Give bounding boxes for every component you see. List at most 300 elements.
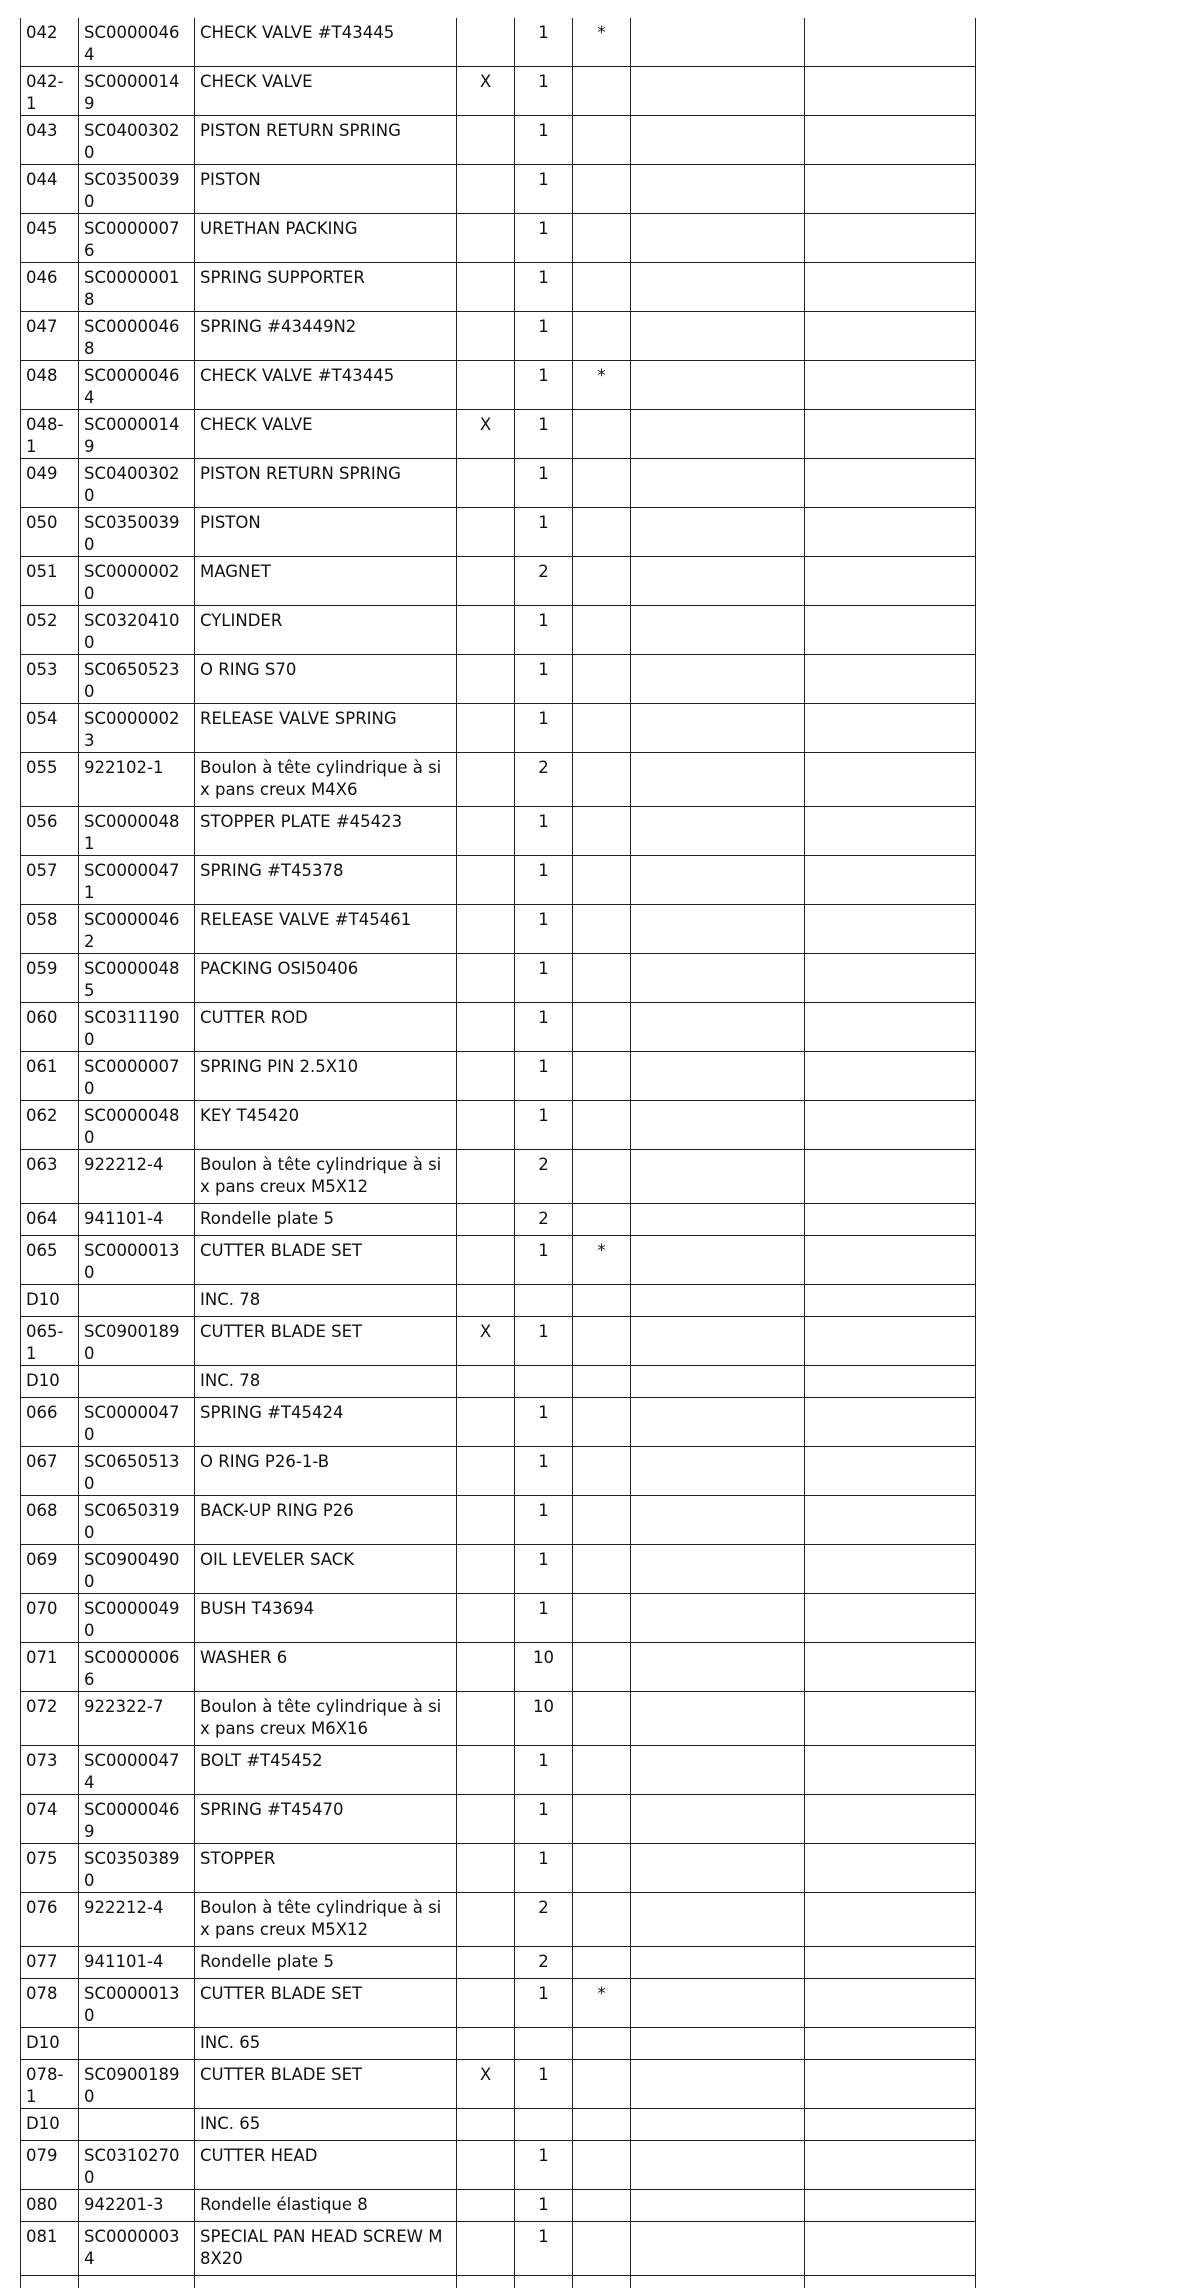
table-row	[21, 1236, 976, 1285]
empty-cell	[805, 410, 976, 459]
asterisk-note-cell	[573, 1746, 631, 1795]
reference-mark-cell	[457, 905, 515, 954]
quantity-cell: 1	[515, 2141, 573, 2190]
empty-cell	[631, 67, 805, 116]
reference-mark-cell	[457, 1003, 515, 1052]
quantity-cell: 1	[515, 905, 573, 954]
description-cell: CUTTER ROD	[195, 1003, 457, 1052]
asterisk-note-cell	[573, 2141, 631, 2190]
quantity-cell: 10	[515, 1643, 573, 1692]
table-row	[21, 2141, 976, 2190]
empty-cell	[631, 2060, 805, 2109]
reference-mark-cell	[457, 1746, 515, 1795]
table-row	[21, 2109, 976, 2141]
empty-cell	[631, 1052, 805, 1101]
empty-cell	[631, 2141, 805, 2190]
item-number-cell: 063	[21, 1150, 79, 1204]
reference-mark-cell	[457, 1795, 515, 1844]
quantity-cell: 10	[515, 1692, 573, 1746]
empty-cell	[805, 1052, 976, 1101]
empty-cell	[631, 459, 805, 508]
item-number-cell: 060	[21, 1003, 79, 1052]
asterisk-note-cell	[573, 753, 631, 807]
quantity-cell: 1	[515, 1979, 573, 2028]
quantity-cell: 1	[515, 704, 573, 753]
description-cell: MAGNET	[195, 557, 457, 606]
quantity-cell: 1	[515, 2060, 573, 2109]
description-cell: Rondelle plate 5	[195, 1947, 457, 1979]
description-cell: CUTTER BLADE SET	[195, 1317, 457, 1366]
part-code-cell: SC00000471	[79, 856, 195, 905]
description-cell: Rondelle plate 5	[195, 1204, 457, 1236]
description-cell: CUTTER HEAD	[195, 2141, 457, 2190]
table-row	[21, 410, 976, 459]
asterisk-note-cell	[573, 1795, 631, 1844]
table-row	[21, 459, 976, 508]
part-code-cell: SC00000149	[79, 67, 195, 116]
reference-mark-cell	[457, 2109, 515, 2141]
reference-mark-cell: X	[457, 2060, 515, 2109]
asterisk-note-cell	[573, 1643, 631, 1692]
item-number-cell: 074	[21, 1795, 79, 1844]
empty-cell	[805, 116, 976, 165]
empty-cell	[631, 1101, 805, 1150]
quantity-cell: 1	[515, 1594, 573, 1643]
description-cell: CUTTER BLADE SET	[195, 2060, 457, 2109]
reference-mark-cell	[457, 753, 515, 807]
description-cell: SPRING #T45470	[195, 1795, 457, 1844]
quantity-cell	[515, 2028, 573, 2060]
part-code-cell: SC00000149	[79, 410, 195, 459]
quantity-cell: 2	[515, 1150, 573, 1204]
description-cell: CHECK VALVE #T43445	[195, 18, 457, 67]
quantity-cell: 1	[515, 1844, 573, 1893]
asterisk-note-cell	[573, 1285, 631, 1317]
asterisk-note-cell	[573, 1545, 631, 1594]
table-row	[21, 67, 976, 116]
asterisk-note-cell	[573, 1398, 631, 1447]
empty-cell	[805, 606, 976, 655]
quantity-cell: 1	[515, 165, 573, 214]
description-cell: PACKING OSI50406	[195, 954, 457, 1003]
description-cell: PISTON	[195, 165, 457, 214]
item-number-cell: 048-1	[21, 410, 79, 459]
empty-cell	[631, 807, 805, 856]
description-cell: SPRING #43449N2	[195, 312, 457, 361]
part-code-cell: SC00000066	[79, 1643, 195, 1692]
description-cell: PISTON RETURN SPRING	[195, 459, 457, 508]
asterisk-note-cell	[573, 856, 631, 905]
table-row	[21, 312, 976, 361]
table-row	[21, 116, 976, 165]
quantity-cell: 1	[515, 508, 573, 557]
reference-mark-cell	[457, 557, 515, 606]
asterisk-note-cell	[573, 410, 631, 459]
part-code-cell: 941101-4	[79, 1204, 195, 1236]
empty-cell	[631, 1366, 805, 1398]
quantity-cell: 1	[515, 1003, 573, 1052]
empty-cell	[805, 1496, 976, 1545]
asterisk-note-cell	[573, 1101, 631, 1150]
description-cell: O RING P26-1-B	[195, 1447, 457, 1496]
empty-cell	[805, 1746, 976, 1795]
item-number-cell: 065-1	[21, 1317, 79, 1366]
table-row	[21, 1003, 976, 1052]
description-cell: Boulon à tête cylindrique à six pans creux M5X12	[195, 1893, 457, 1947]
reference-mark-cell	[457, 1285, 515, 1317]
asterisk-note-cell	[573, 655, 631, 704]
empty-cell	[805, 1979, 976, 2028]
description-cell: INC. 78	[195, 1366, 457, 1398]
item-number-cell: 053	[21, 655, 79, 704]
table-row	[21, 1545, 976, 1594]
item-number-cell: 077	[21, 1947, 79, 1979]
empty-cell	[631, 18, 805, 67]
asterisk-note-cell	[573, 508, 631, 557]
reference-mark-cell	[457, 1204, 515, 1236]
item-number-cell: 070	[21, 1594, 79, 1643]
table-row	[21, 1398, 976, 1447]
reference-mark-cell	[457, 2190, 515, 2222]
part-code-cell: SC03102700	[79, 2141, 195, 2190]
part-code-cell	[79, 1285, 195, 1317]
empty-cell	[631, 508, 805, 557]
table-row	[21, 1101, 976, 1150]
empty-cell	[805, 1366, 976, 1398]
empty-cell	[631, 1317, 805, 1366]
empty-cell	[805, 1893, 976, 1947]
quantity-cell: 1	[515, 116, 573, 165]
asterisk-note-cell	[573, 1893, 631, 1947]
asterisk-note-cell	[573, 312, 631, 361]
empty-cell	[631, 1545, 805, 1594]
asterisk-note-cell	[573, 2028, 631, 2060]
reference-mark-cell	[457, 165, 515, 214]
empty-cell	[805, 2028, 976, 2060]
part-code-cell: SC06503190	[79, 1496, 195, 1545]
empty-cell	[805, 312, 976, 361]
parts-table-body	[21, 18, 976, 2288]
part-code-cell: SC06505130	[79, 1447, 195, 1496]
description-cell: INC. 65	[195, 2028, 457, 2060]
description-cell: BOLT #T45452	[195, 1746, 457, 1795]
item-number-cell: 045	[21, 214, 79, 263]
part-code-cell	[79, 2028, 195, 2060]
table-row	[21, 1052, 976, 1101]
asterisk-note-cell	[573, 905, 631, 954]
reference-mark-cell	[457, 1643, 515, 1692]
empty-cell	[805, 856, 976, 905]
quantity-cell: 1	[515, 1545, 573, 1594]
table-row	[21, 18, 976, 67]
quantity-cell: 1	[515, 1795, 573, 1844]
reference-mark-cell	[457, 1893, 515, 1947]
quantity-cell: 2	[515, 753, 573, 807]
empty-cell	[631, 606, 805, 655]
empty-cell	[631, 1746, 805, 1795]
reference-mark-cell	[457, 1594, 515, 1643]
quantity-cell: 2	[515, 1947, 573, 1979]
part-code-cell	[79, 1366, 195, 1398]
asterisk-note-cell	[573, 606, 631, 655]
description-cell: PISTON RETURN SPRING	[195, 116, 457, 165]
empty-cell	[631, 2028, 805, 2060]
item-number-cell: D10	[21, 2109, 79, 2141]
item-number-cell: 055	[21, 753, 79, 807]
empty-cell	[631, 1844, 805, 1893]
quantity-cell: 1	[515, 18, 573, 67]
empty-cell	[631, 557, 805, 606]
table-row	[21, 1844, 976, 1893]
table-row	[21, 1150, 976, 1204]
asterisk-note-cell	[573, 1594, 631, 1643]
part-code-cell: SC03204100	[79, 606, 195, 655]
empty-cell	[631, 1285, 805, 1317]
table-row	[21, 214, 976, 263]
table-row	[21, 1204, 976, 1236]
quantity-cell: 1	[515, 954, 573, 1003]
part-code-cell: SC00000023	[79, 704, 195, 753]
asterisk-note-cell	[573, 67, 631, 116]
empty-cell	[805, 2141, 976, 2190]
item-number-cell: 062	[21, 1101, 79, 1150]
description-cell: STOPPER	[195, 1844, 457, 1893]
item-number-cell: 072	[21, 1692, 79, 1746]
item-number-cell: 052	[21, 606, 79, 655]
empty-cell	[805, 905, 976, 954]
empty-cell	[631, 655, 805, 704]
empty-cell	[805, 1795, 976, 1844]
item-number-cell: 073	[21, 1746, 79, 1795]
quantity-cell: 1	[515, 1101, 573, 1150]
empty-cell	[21, 2276, 79, 2288]
part-code-cell: SC00000070	[79, 1052, 195, 1101]
asterisk-note-cell	[573, 1052, 631, 1101]
reference-mark-cell	[457, 18, 515, 67]
empty-cell	[805, 1447, 976, 1496]
empty-cell	[805, 361, 976, 410]
empty-cell	[631, 704, 805, 753]
empty-cell	[805, 263, 976, 312]
reference-mark-cell	[457, 1101, 515, 1150]
part-code-cell: 922212-4	[79, 1893, 195, 1947]
table-row	[21, 704, 976, 753]
part-code-cell: SC09001890	[79, 2060, 195, 2109]
part-code-cell: SC00000480	[79, 1101, 195, 1150]
description-cell: INC. 78	[195, 1285, 457, 1317]
empty-cell	[631, 1150, 805, 1204]
quantity-cell	[515, 2109, 573, 2141]
part-code-cell: SC00000469	[79, 1795, 195, 1844]
table-row	[21, 753, 976, 807]
item-number-cell: 046	[21, 263, 79, 312]
empty-cell	[631, 905, 805, 954]
reference-mark-cell	[457, 214, 515, 263]
quantity-cell	[515, 1366, 573, 1398]
empty-cell	[805, 1285, 976, 1317]
asterisk-note-cell	[573, 1844, 631, 1893]
reference-mark-cell	[457, 1844, 515, 1893]
empty-cell	[805, 2109, 976, 2141]
empty-cell	[573, 2276, 631, 2288]
empty-cell	[805, 18, 976, 67]
description-cell: SPRING #T45424	[195, 1398, 457, 1447]
empty-cell	[805, 954, 976, 1003]
empty-cell	[805, 807, 976, 856]
item-number-cell: 068	[21, 1496, 79, 1545]
reference-mark-cell	[457, 116, 515, 165]
asterisk-note-cell	[573, 1447, 631, 1496]
item-number-cell: D10	[21, 1285, 79, 1317]
description-cell: INC. 65	[195, 2109, 457, 2141]
item-number-cell: 075	[21, 1844, 79, 1893]
table-row	[21, 165, 976, 214]
table-row	[21, 1285, 976, 1317]
quantity-cell: 1	[515, 655, 573, 704]
empty-cell	[631, 361, 805, 410]
asterisk-note-cell	[573, 1150, 631, 1204]
reference-mark-cell: X	[457, 410, 515, 459]
reference-mark-cell	[457, 1545, 515, 1594]
table-row	[21, 361, 976, 410]
description-cell: O RING S70	[195, 655, 457, 704]
part-code-cell: 942201-3	[79, 2190, 195, 2222]
table-row	[21, 1496, 976, 1545]
table-row	[21, 1947, 976, 1979]
empty-cell	[805, 1398, 976, 1447]
empty-cell	[805, 1101, 976, 1150]
empty-cell	[805, 165, 976, 214]
item-number-cell: 064	[21, 1204, 79, 1236]
table-row	[21, 807, 976, 856]
empty-cell	[515, 2276, 573, 2288]
part-code-cell: 941101-4	[79, 1947, 195, 1979]
empty-cell	[631, 116, 805, 165]
table-row	[21, 1447, 976, 1496]
description-cell: CHECK VALVE	[195, 410, 457, 459]
description-cell: BACK-UP RING P26	[195, 1496, 457, 1545]
reference-mark-cell	[457, 459, 515, 508]
quantity-cell: 2	[515, 1204, 573, 1236]
empty-cell	[631, 954, 805, 1003]
quantity-cell: 1	[515, 312, 573, 361]
description-cell: URETHAN PACKING	[195, 214, 457, 263]
asterisk-note-cell	[573, 2109, 631, 2141]
reference-mark-cell	[457, 1236, 515, 1285]
description-cell: CHECK VALVE	[195, 67, 457, 116]
empty-cell	[631, 856, 805, 905]
empty-cell	[805, 1003, 976, 1052]
item-number-cell: 059	[21, 954, 79, 1003]
description-cell: SPRING #T45378	[195, 856, 457, 905]
table-row	[21, 2060, 976, 2109]
description-cell: Rondelle élastique 8	[195, 2190, 457, 2222]
asterisk-note-cell	[573, 1204, 631, 1236]
reference-mark-cell	[457, 1150, 515, 1204]
item-number-cell: 061	[21, 1052, 79, 1101]
quantity-cell: 1	[515, 1398, 573, 1447]
reference-mark-cell	[457, 856, 515, 905]
empty-cell	[631, 165, 805, 214]
empty-cell	[631, 1643, 805, 1692]
part-code-cell: SC00000485	[79, 954, 195, 1003]
empty-cell	[631, 1398, 805, 1447]
item-number-cell: 058	[21, 905, 79, 954]
reference-mark-cell	[457, 1366, 515, 1398]
part-code-cell: SC00000020	[79, 557, 195, 606]
description-cell: KEY T45420	[195, 1101, 457, 1150]
table-row	[21, 856, 976, 905]
empty-cell	[805, 1150, 976, 1204]
description-cell: OIL LEVELER SACK	[195, 1545, 457, 1594]
empty-cell	[631, 1947, 805, 1979]
quantity-cell: 1	[515, 361, 573, 410]
asterisk-note-cell: *	[573, 1236, 631, 1285]
item-number-cell: 050	[21, 508, 79, 557]
asterisk-note-cell: *	[573, 1979, 631, 2028]
quantity-cell: 1	[515, 459, 573, 508]
description-cell: CUTTER BLADE SET	[195, 1979, 457, 2028]
part-code-cell: 922212-4	[79, 1150, 195, 1204]
part-code-cell: SC09004900	[79, 1545, 195, 1594]
item-number-cell: 042-1	[21, 67, 79, 116]
item-number-cell: 069	[21, 1545, 79, 1594]
empty-cell	[805, 1594, 976, 1643]
empty-cell	[631, 2276, 805, 2288]
reference-mark-cell	[457, 1496, 515, 1545]
description-cell: Boulon à tête cylindrique à six pans creux M6X16	[195, 1692, 457, 1746]
empty-cell	[631, 263, 805, 312]
empty-cell	[631, 753, 805, 807]
table-row	[21, 508, 976, 557]
item-number-cell: 043	[21, 116, 79, 165]
reference-mark-cell	[457, 2141, 515, 2190]
empty-cell	[805, 1317, 976, 1366]
part-code-cell: SC00000468	[79, 312, 195, 361]
quantity-cell: 2	[515, 557, 573, 606]
empty-cell	[805, 1204, 976, 1236]
item-number-cell: 056	[21, 807, 79, 856]
part-code-cell: SC04003020	[79, 459, 195, 508]
part-code-cell: SC04003020	[79, 116, 195, 165]
table-row	[21, 1643, 976, 1692]
item-number-cell: 067	[21, 1447, 79, 1496]
description-cell: RELEASE VALVE SPRING	[195, 704, 457, 753]
table-row	[21, 1746, 976, 1795]
reference-mark-cell	[457, 1692, 515, 1746]
empty-cell	[805, 2222, 976, 2276]
table-row	[21, 1795, 976, 1844]
part-code-cell: 922102-1	[79, 753, 195, 807]
part-code-cell: SC00000474	[79, 1746, 195, 1795]
reference-mark-cell	[457, 1398, 515, 1447]
asterisk-note-cell	[573, 1947, 631, 1979]
part-code-cell: SC03500390	[79, 508, 195, 557]
part-code-cell: SC03500390	[79, 165, 195, 214]
part-code-cell: SC00000130	[79, 1979, 195, 2028]
empty-cell	[805, 2060, 976, 2109]
reference-mark-cell	[457, 655, 515, 704]
reference-mark-cell	[457, 508, 515, 557]
part-code-cell	[79, 2109, 195, 2141]
item-number-cell: 049	[21, 459, 79, 508]
item-number-cell: 042	[21, 18, 79, 67]
asterisk-note-cell	[573, 2222, 631, 2276]
table-row	[21, 606, 976, 655]
description-cell: SPECIAL PAN HEAD SCREW M8X20	[195, 2222, 457, 2276]
empty-cell	[631, 2109, 805, 2141]
empty-cell	[805, 2276, 976, 2288]
